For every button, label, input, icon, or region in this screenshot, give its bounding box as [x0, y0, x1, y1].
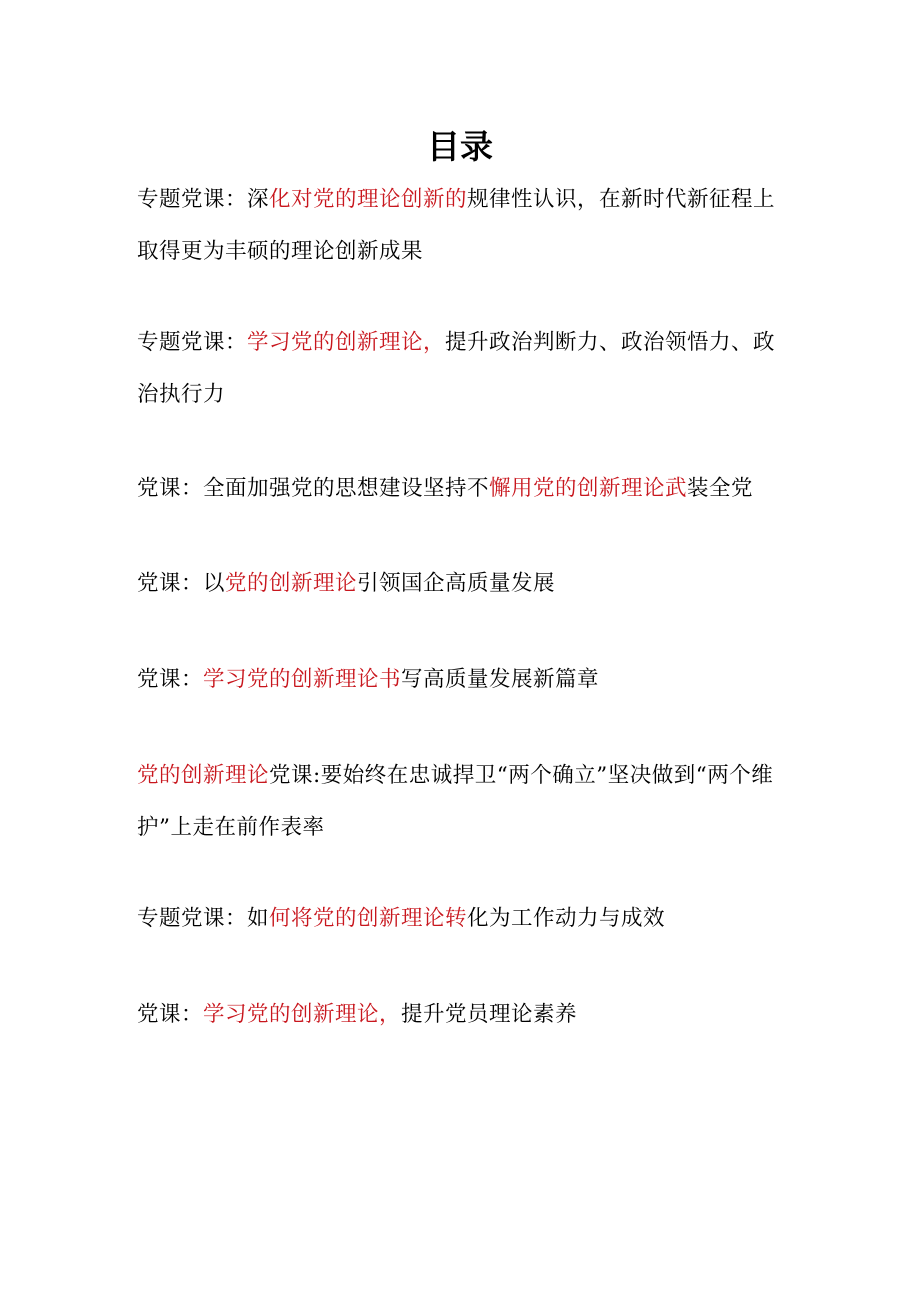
toc-entry-highlight: 懈用党的创新理论武: [489, 476, 688, 501]
toc-entry-highlight: 党的创新理论: [225, 571, 358, 596]
toc-entry-4[interactable]: [137, 558, 797, 610]
toc-entry-5[interactable]: [137, 654, 797, 706]
toc-entry-3[interactable]: [137, 463, 797, 515]
toc-entry-6[interactable]: [137, 750, 797, 854]
toc-entry-text: 党课:要始终在忠诚捍卫“两个确立”坚决做到“两个维护”上走在前作表率: [137, 763, 774, 840]
toc-entry-1[interactable]: [137, 174, 797, 278]
toc-entry-text: 党课：: [137, 667, 204, 692]
toc-entry-text: 写高质量发展新篇章: [401, 667, 600, 692]
toc-entry-text: 专题党课：如: [137, 906, 270, 931]
toc-entry-text: 党课：: [137, 1002, 204, 1027]
toc-entry-text: 装全党: [687, 476, 754, 501]
toc-entry-text: 化为工作动力与成效: [467, 906, 666, 931]
toc-entry-text: 专题党课：深: [137, 187, 270, 212]
toc-entry-highlight: 学习党的创新理论书: [203, 667, 402, 692]
toc-entry-highlight: 何将党的创新理论转: [269, 906, 468, 931]
toc-entry-text: 专题党课：: [137, 330, 248, 355]
toc-entry-text: 提升党员理论素养: [401, 1002, 578, 1027]
toc-entry-highlight: 化对党的理论创新的: [269, 187, 468, 212]
toc-entry-2[interactable]: [137, 317, 797, 421]
toc-entry-7[interactable]: [137, 893, 797, 945]
toc-entry-highlight: 学习党的创新理论，: [203, 1002, 402, 1027]
toc-entry-text: 提升政治判断力、政治领悟力、政治执行力: [137, 330, 776, 407]
toc-entry-text: 党课：以: [137, 571, 226, 596]
page-title: 目录: [427, 127, 493, 166]
toc-entry-highlight: 党的创新理论: [137, 763, 270, 788]
toc-entry-text: 党课：全面加强党的思想建设坚持不: [137, 476, 490, 501]
toc-entry-highlight: 学习党的创新理论，: [247, 330, 446, 355]
toc-entry-8[interactable]: [137, 989, 797, 1041]
toc-entry-text: 引领国企高质量发展: [357, 571, 556, 596]
toc-entry-text: 规律性认识，在新时代新征程上取得更为丰硕的理论创新成果: [137, 187, 776, 264]
